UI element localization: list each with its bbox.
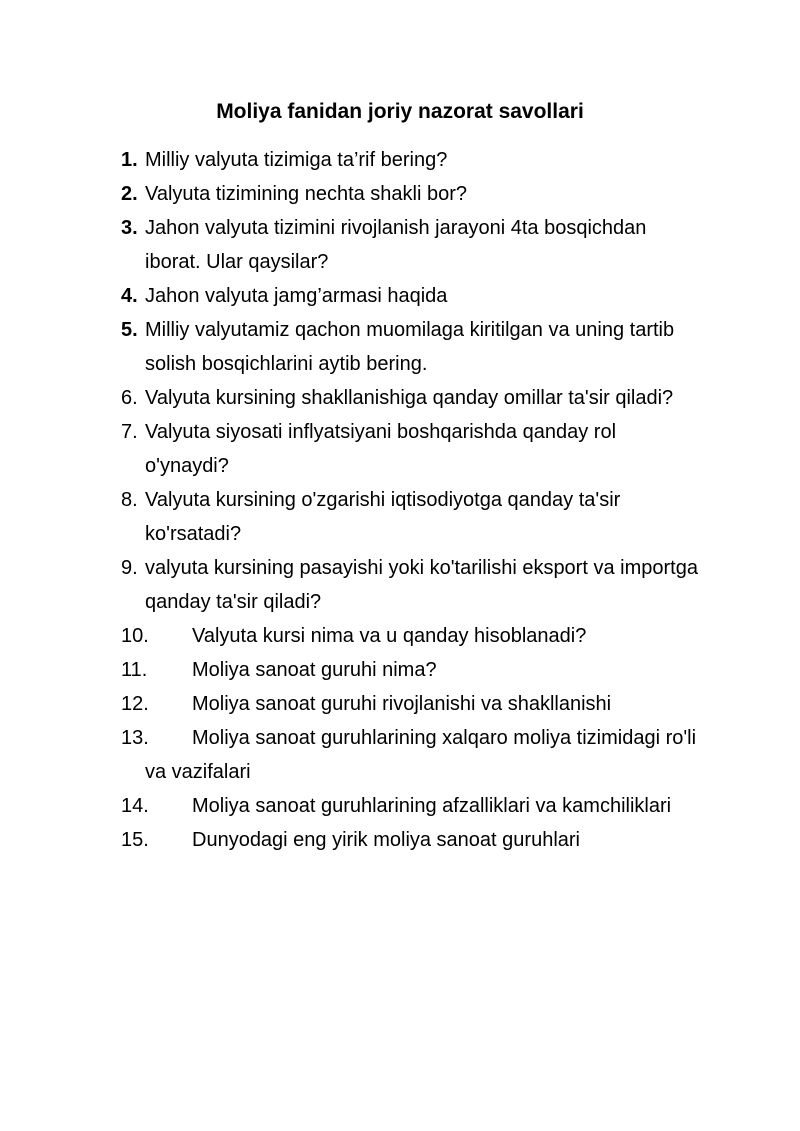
question-list: [121, 143, 701, 857]
item-text: Jahon valyuta jamg’armasi haqida: [145, 285, 448, 307]
item-text: Valyuta siyosati inflyatsiyani boshqarishda qanday rol o'ynaydi?: [145, 421, 617, 477]
item-text: valyuta kursining pasayishi yoki ko'tarilishi eksport va importga qanday ta'sir qiladi?: [145, 557, 698, 613]
item-text: Dunyodagi eng yirik moliya sanoat guruhlari: [192, 829, 580, 851]
item-text: Moliya sanoat guruhlarining afzalliklari va kamchiliklari: [192, 795, 672, 817]
item-number: 3.: [121, 217, 138, 239]
item-text: Jahon valyuta tizimini rivojlanish jarayoni 4ta bosqichdan iborat. Ular qaysilar?: [145, 217, 647, 273]
item-number: 14.: [121, 795, 149, 817]
item-number: 5.: [121, 319, 138, 341]
list-item: [121, 381, 701, 415]
list-item: [121, 415, 701, 483]
item-text: Milliy valyutamiz qachon muomilaga kiritilgan va uning tartib solish bosqichlarini aytib bering.: [145, 319, 675, 375]
list-item: [121, 653, 701, 687]
item-number: 10.: [121, 625, 149, 647]
list-item: [121, 279, 701, 313]
item-number: 11.: [121, 659, 148, 681]
item-text: Valyuta kursi nima va u qanday hisoblanadi?: [192, 625, 587, 647]
list-item: [121, 483, 701, 551]
item-text: Moliya sanoat guruhi rivojlanishi va shakllanishi: [192, 693, 612, 715]
list-item: [121, 823, 701, 857]
item-text: Valyuta tizimining nechta shakli bor?: [145, 183, 468, 205]
list-item: [121, 551, 701, 619]
item-number: 1.: [121, 149, 138, 171]
list-item: [121, 619, 701, 653]
item-text: Valyuta kursining o'zgarishi iqtisodiyotga qanday ta'sir ko'rsatadi?: [145, 489, 621, 545]
item-number: 2.: [121, 183, 138, 205]
item-text: Moliya sanoat guruhlarining xalqaro moliya tizimidagi ro'li va vazifalari: [145, 727, 697, 783]
item-number: 6.: [121, 387, 138, 409]
item-text: Milliy valyuta tizimiga ta’rif bering?: [145, 149, 448, 171]
list-item: [121, 177, 701, 211]
item-number: 7.: [121, 421, 138, 443]
list-item: [121, 211, 701, 279]
item-number: 8.: [121, 489, 138, 511]
item-number: 4.: [121, 285, 138, 307]
list-item: [121, 143, 701, 177]
item-number: 12.: [121, 693, 149, 715]
list-item: [121, 789, 701, 823]
list-item: [121, 721, 701, 789]
list-item: [121, 313, 701, 381]
item-number: 9.: [121, 557, 138, 579]
item-text: Valyuta kursining shakllanishiga qanday omillar ta'sir qiladi?: [145, 387, 674, 409]
item-text: Moliya sanoat guruhi nima?: [192, 659, 437, 681]
document-title: Moliya fanidan joriy nazorat savollari: [216, 100, 584, 123]
item-number: 15.: [121, 829, 149, 851]
item-number: 13.: [121, 727, 149, 749]
list-item: [121, 687, 701, 721]
